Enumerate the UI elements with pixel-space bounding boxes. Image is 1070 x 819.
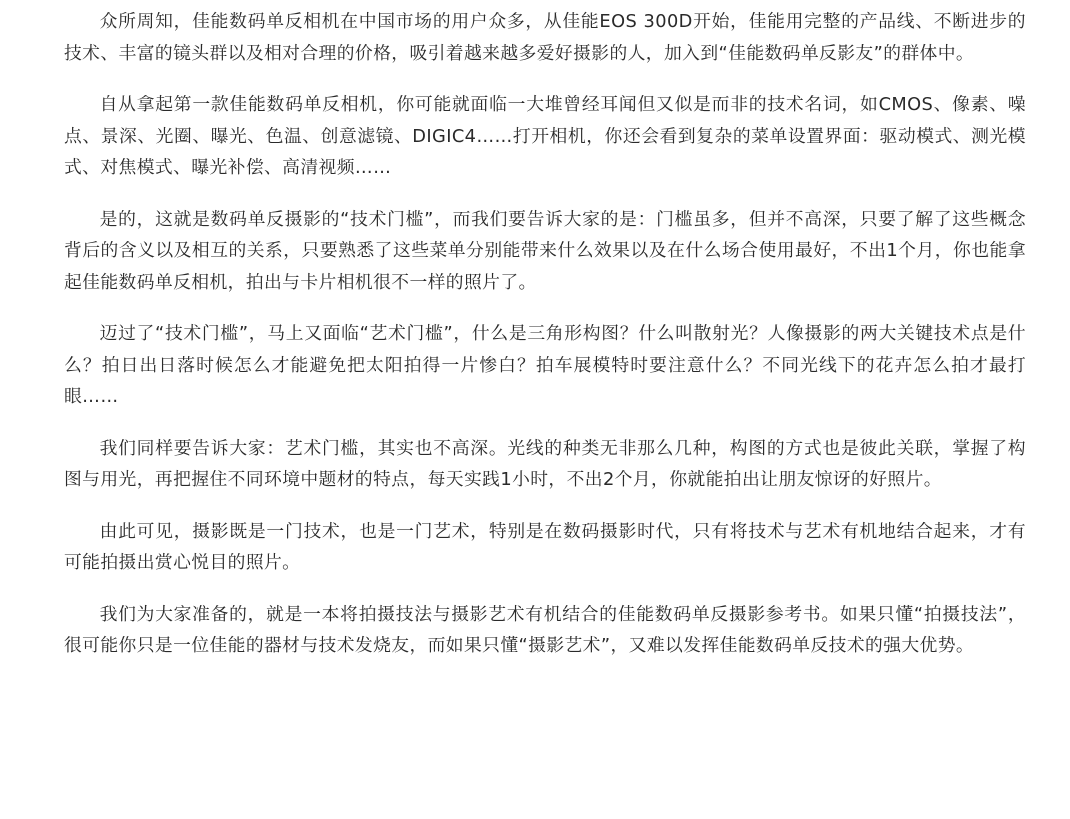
paragraph-4: 迈过了“技术门槛”，马上又面临“艺术门槛”，什么是三角形构图？什么叫散射光？人像摄影的两大关键技术点是什么？拍日出日落时候怎么才能避免把太阳拍得一片惨白？拍车展模特时要注意什么？不同光线下的花卉怎么拍才最打眼…… (64, 323, 1026, 407)
paragraph-7: 我们为大家准备的，就是一本将拍摄技法与摄影艺术有机结合的佳能数码单反摄影参考书。如果只懂“拍摄技法”，很可能你只是一位佳能的器材与技术发烧友，而如果只懂“摄影艺术”，又难以发挥佳能数码单反技术的强大优势。 (64, 603, 1026, 656)
paragraph-6: 由此可见，摄影既是一门技术，也是一门艺术，特别是在数码摄影时代，只有将技术与艺术有机地结合起来，才有可能拍摄出赏心悦目的照片。 (64, 520, 1026, 573)
paragraph-2: 自从拿起第一款佳能数码单反相机，你可能就面临一大堆曾经耳闻但又似是而非的技术名词，如CMOS、像素、噪点、景深、光圈、曝光、色温、创意滤镜、DIGIC4……打开相机，你还会看到复杂的菜单设置界面：驱动模式、测光模式、对焦模式、曝光补偿、高清视频…… (64, 94, 1026, 178)
paragraph-5: 我们同样要告诉大家：艺术门槛，其实也不高深。光线的种类无非那么几种，构图的方式也是彼此关联，掌握了构图与用光，再把握住不同环境中题材的特点，每天实践1小时，不出2个月，你就能拍出让朋友惊讶的好照片。 (64, 437, 1026, 490)
document-page (64, 6, 1026, 662)
paragraph-1: 众所周知，佳能数码单反相机在中国市场的用户众多，从佳能EOS 300D开始，佳能用完整的产品线、不断进步的技术、丰富的镜头群以及相对合理的价格，吸引着越来越多爱好摄影的人，加入到“佳能数码单反影友”的群体中。 (64, 11, 1026, 64)
paragraph-3: 是的，这就是数码单反摄影的“技术门槛”，而我们要告诉大家的是：门槛虽多，但并不高深，只要了解了这些概念背后的含义以及相互的关系，只要熟悉了这些菜单分别能带来什么效果以及在什么场合使用最好，不出1个月，你也能拿起佳能数码单反相机，拍出与卡片相机很不一样的照片了。 (64, 208, 1026, 293)
